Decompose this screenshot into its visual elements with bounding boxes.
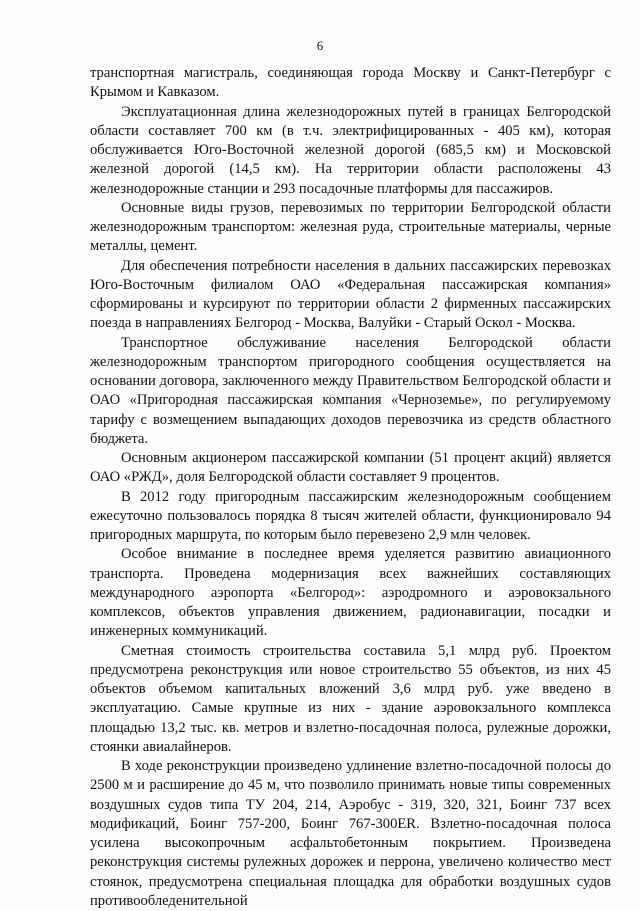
- paragraph-2012-statistics: В 2012 году пригородным пассажирским железнодорожным сообщением ежесуточно пользовалось порядка 8 тысяч жителей области, функционировало 94 пригородных маршрута, по которым было перевезено 2,9 млн человек.: [90, 488, 611, 543]
- paragraph-shareholders: Основным акционером пассажирской компании (51 процент акций) является ОАО «РЖД», доля Белгородской области составляет 9 процентов.: [90, 450, 611, 486]
- paragraph-suburban-service: Транспортное обслуживание населения Белгородской области железнодорожным транспортом пригородного сообщения осуществляется на основании договора, заключенного между Правительством Белгородской области и ОАО «Пригородная пассажирская компания «Черноземье», по регулируемому тарифу с возмещением выпадающих доходов перевозчика из средств областного бюджета.: [90, 334, 611, 447]
- paragraph-cargo-types: Основные виды грузов, перевозимых по территории Белгородской области железнодорожным транспортом: железная руда, строительные материалы, черные металлы, цемент.: [90, 199, 611, 255]
- paragraph-construction-cost: Сметная стоимость строительства составила 5,1 млрд руб. Проектом предусмотрена реконструкция или новое строительство 55 объектов, из них 45 объектов объемом капитальных вложений 3,6 млрд руб. уже введено в эксплуатацию. Самые крупные из них - здание аэровокзального комплекса площадью 13,2 тыс. кв. метров и взлетно-посадочная полоса, рулежные дорожки, стоянки авиалайнеров.: [90, 642, 611, 755]
- paragraph-railway-length: Эксплуатационная длина железнодорожных путей в границах Белгородской области составляет 700 км (в т.ч. электрифицированных - 405 км), которая обслуживается Юго-Восточной железной дорогой (685,5 км) и Московской железной дорогой (14,5 км). На территории области расположены 43 железнодорожные станции и 293 посадочные платформы для пассажиров.: [90, 103, 611, 197]
- paragraph-continuation: транспортная магистраль, соединяющая города Москву и Санкт-Петербург с Крымом и Кавказом.: [90, 65, 611, 101]
- document-body: [90, 64, 611, 911]
- paragraph-long-distance-trains: Для обеспечения потребности населения в дальних пассажирских перевозках Юго-Восточным филиалом ОАО «Федеральная пассажирская компания» сформированы и курсируют по территории области 2 фирменных пассажирских поезда в направлениях Белгород - Москва, Валуйки - Старый Оскол - Москва.: [90, 257, 611, 332]
- paragraph-aviation: Особое внимание в последнее время уделяется развитию авиационного транспорта. Проведена модернизация всех важнейших составляющих международного аэропорта «Белгород»: аэродромного и аэровокзального комплексов, объектов управления движением, радионавигации, посадки и инженерных коммуникаций.: [90, 546, 611, 640]
- page-number: 6: [316, 38, 324, 53]
- paragraph-runway-reconstruction: В ходе реконструкции произведено удлинение взлетно-посадочной полосы до 2500 м и расширение до 45 м, что позволило принимать новые типы современных воздушных судов типа ТУ 204, 214, Аэробус - 319, 320, 321, Боинг 737 всех модификаций, Боинг 757-200, Боинг 767-300ER. Взлетно-посадочная полоса усилена высокопрочным асфальтобетонным покрытием. Произведена реконструкция системы рулежных дорожек и перрона, увеличено количество мест стоянок, предусмотрена специальная площадка для обработки воздушных судов противообледенительной: [90, 758, 611, 909]
